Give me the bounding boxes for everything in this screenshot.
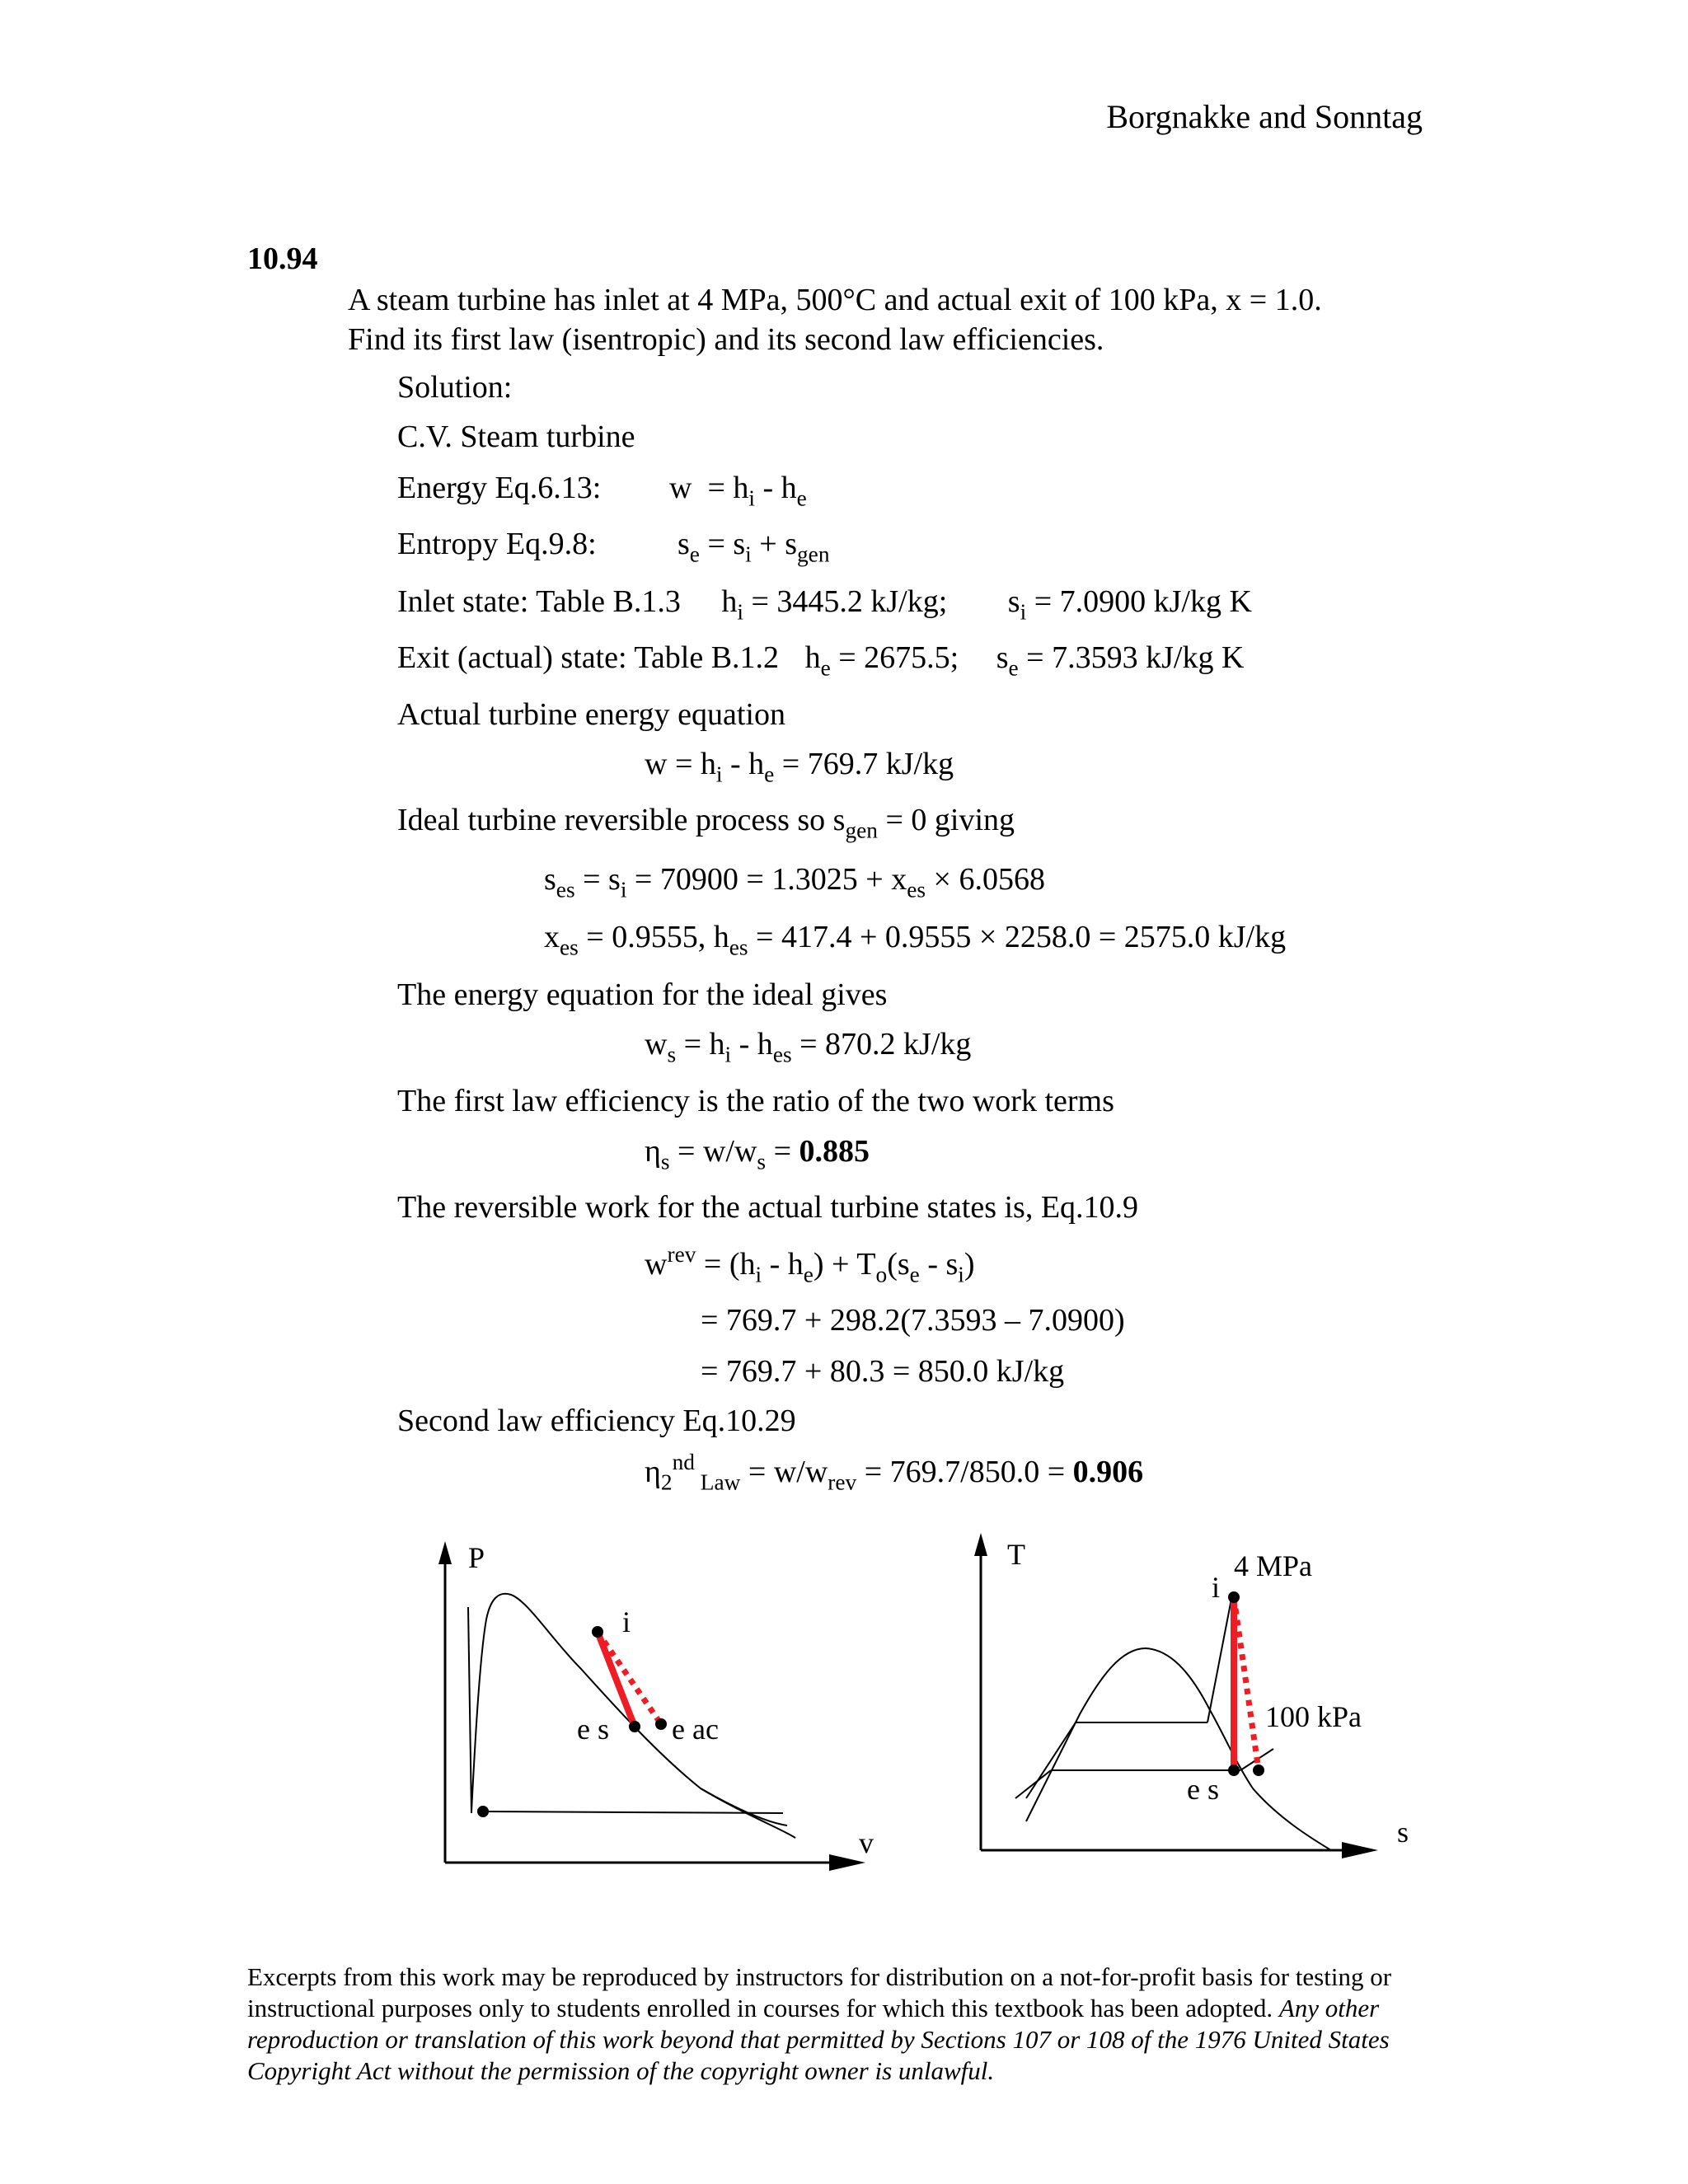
energy-equation: $w = h_i - h_e$: [669, 471, 807, 511]
statement-line-1: A steam turbine has inlet at 4 MPa, 500°C and actual exit of 100 kPa, x = 1.0.: [348, 283, 1322, 317]
pv-x-label: v: [859, 1826, 874, 1859]
second-law-equation: $\eta_2^{nd}$ $_{Law} = w/w_{rev} = 769.7/850.0 = 0.906$: [645, 1449, 1144, 1495]
exit-h-value: = 2675.5;: [838, 640, 959, 675]
pv-state-low: [477, 1806, 489, 1817]
statement-line-2: Find its first law (isentropic) and its second law efficiencies.: [348, 322, 1104, 357]
exit-state-label: Exit (actual) state: Table B.1.2: [397, 640, 780, 675]
exit-state: Exit (actual) state: Table B.1.2 $h_e = 2675.5$; $s_e = 7.3593$ kJ/kg K: [397, 640, 1245, 681]
ideal-title: Ideal turbine reversible process so $s_{gen} = 0$ giving: [397, 803, 1015, 843]
ts-isobar-high-vapor: [1207, 1595, 1232, 1722]
inlet-s-value: = 7.0900 kJ/kg K: [1034, 584, 1252, 619]
ts-diagram: [956, 1533, 1418, 1879]
eta2-tail: = 769.7/850.0 =: [864, 1455, 1066, 1489]
pv-state-i: [592, 1626, 603, 1638]
ts-high-pressure-label: 4 MPa: [1234, 1549, 1313, 1582]
ts-isobar-high-left: [1026, 1722, 1076, 1798]
solution-label: Solution:: [397, 370, 513, 405]
reversible-work-line-3: = 769.7 + 80.3 = 850.0 kJ/kg: [701, 1354, 1065, 1389]
eta2-expr: = w/w: [748, 1455, 828, 1489]
first-law-title: The first law efficiency is the ratio of the two work terms: [397, 1084, 1114, 1118]
entropy-equation: $s_e = s_i + s_{gen}$: [678, 527, 830, 567]
reversible-work-line-2: = 769.7 + 298.2(7.3593 – 7.0900): [701, 1303, 1125, 1338]
exit-s-value: = 7.3593 kJ/kg K: [1026, 640, 1245, 675]
pv-state-es: [629, 1721, 640, 1732]
eta-s-expr: = w/w: [678, 1134, 757, 1169]
second-law-title: Second law efficiency Eq.10.29: [397, 1404, 796, 1438]
ses-equation: $s_{es} = s_i = 70900 = 1.3025 + x_{es} \times 6.0568$: [544, 862, 1045, 902]
footer-normal: Excerpts from this work may be reproduced by instructors for distribution on a not-for-profit basis for testing or instructional purposes only to students enrolled in courses for which this textbook has been adopted.: [247, 1962, 1392, 2022]
ses-tail: × 6.0568: [933, 862, 1045, 897]
control-volume: C.V. Steam turbine: [397, 419, 635, 454]
ses-value: = 70900 = 1.3025 + x: [634, 862, 907, 897]
ts-x-arrow-icon: [1342, 1842, 1378, 1858]
eta-s-result: 0.885: [799, 1134, 870, 1169]
inlet-state: Inlet state: Table B.1.3 $h_i = 3445.2$ kJ/kg; $s_i = 7.0900$ kJ/kg K: [397, 584, 1252, 625]
ts-low-pressure-label: 100 kPa: [1265, 1700, 1362, 1733]
ws-value: = 870.2 kJ/kg: [799, 1027, 972, 1062]
ideal-title-tail: = 0 giving: [877, 803, 1015, 837]
eta-s-equation: $\eta_s = w/w_s = 0.885$: [645, 1134, 870, 1174]
ts-saturation-dome: [1026, 1648, 1331, 1850]
ts-y-label: T: [1007, 1538, 1025, 1571]
copyright-footer: [247, 1961, 1467, 2087]
inlet-state-label: Inlet state: Table B.1.3: [397, 584, 681, 619]
ts-state-eac: [1253, 1765, 1264, 1776]
eta2-result: 0.906: [1072, 1455, 1144, 1489]
pv-liquid-line: [468, 1607, 471, 1813]
pv-y-label: P: [468, 1541, 485, 1574]
page-header: Borgnakke and Sonntag: [1106, 98, 1423, 135]
reversible-work-equation: $w^{rev} = (h_i - h_e) + T_o(s_e - s_i)$: [645, 1241, 975, 1287]
ts-actual-process: [1234, 1597, 1259, 1770]
entropy-equation-label: Entropy Eq.9.8:: [397, 527, 597, 561]
ideal-energy-title: The energy equation for the ideal gives: [397, 977, 888, 1012]
pv-eac-label: e ac: [672, 1713, 719, 1746]
xes-value: = 0.9555, h: [586, 920, 729, 954]
footer-italic: Any other reproduction or translation of this work beyond that permitted by Sections 107 or 108 of the 1976 United States Copyright Act without the permission of the copyright owner is unlawful.: [247, 1994, 1390, 2085]
inlet-h-value: = 3445.2 kJ/kg;: [751, 584, 948, 619]
pv-es-label: e s: [577, 1713, 609, 1746]
pv-state-eac: [655, 1718, 667, 1730]
ts-i-label: i: [1212, 1571, 1221, 1604]
hes-value: = 417.4 + 0.9555 × 2258.0 = 2575.0 kJ/kg: [756, 920, 1287, 954]
ts-x-label: s: [1397, 1816, 1409, 1849]
problem-number: 10.94: [247, 241, 318, 276]
actual-title: Actual turbine energy equation: [397, 697, 785, 732]
ws-equation: $w_s = h_i - h_{es} = 870.2$ kJ/kg: [645, 1027, 972, 1067]
problem-statement: [348, 280, 1322, 359]
ts-es-label: e s: [1187, 1773, 1219, 1806]
ideal-title-text: Ideal turbine reversible process so s: [397, 803, 846, 837]
actual-work-value: = 769.7 kJ/kg: [781, 747, 954, 781]
reversible-work-title: The reversible work for the actual turbine states is, Eq.10.9: [397, 1190, 1139, 1225]
pv-y-arrow-icon: [438, 1541, 452, 1564]
energy-equation-label: Energy Eq.6.13:: [397, 471, 602, 505]
pv-i-label: i: [622, 1605, 631, 1638]
pv-isobar-low: [482, 1811, 783, 1813]
pv-diagram: [429, 1541, 890, 1887]
ts-state-i: [1228, 1591, 1240, 1603]
actual-work-equation: $w = h_i - h_e = 769.7$ kJ/kg: [645, 747, 954, 787]
xes-equation: $x_{es} = 0.9555$, $h_{es} = 417.4 + 0.9555 \times 2258.0 = 2575.0$ kJ/kg: [544, 920, 1287, 960]
ts-y-arrow-icon: [974, 1533, 987, 1556]
pv-isobar-tail: [701, 1788, 787, 1825]
ts-state-es: [1228, 1765, 1240, 1776]
